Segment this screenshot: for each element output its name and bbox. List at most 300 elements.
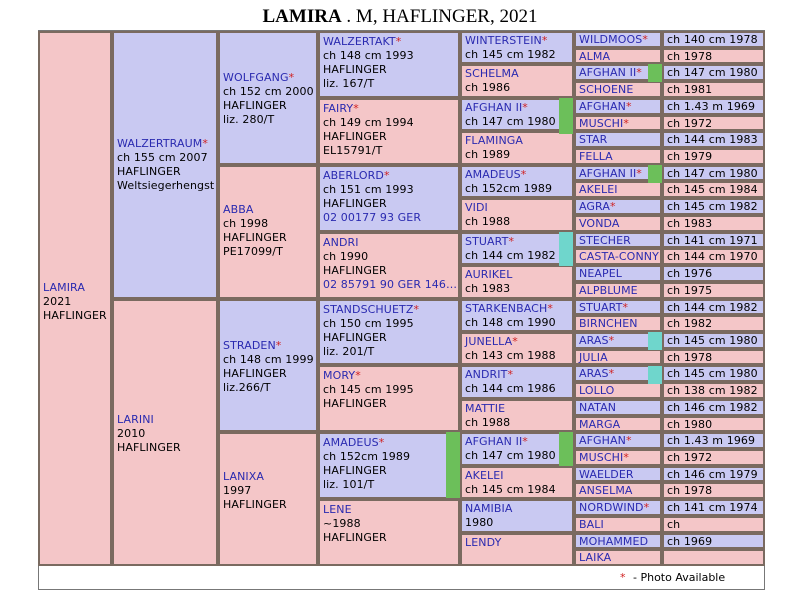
pedigree-box-g5-3[interactable] [460, 131, 574, 165]
inbreeding-marker [648, 332, 662, 350]
horse-name[interactable] [579, 167, 642, 180]
photo-star-icon: * [608, 334, 615, 347]
photo-star-icon: * [636, 167, 642, 180]
horse-detail: ch 144 cm 1983 [667, 133, 758, 146]
horse-name-text[interactable]: AFGHAN [579, 100, 627, 113]
inbreeding-marker [446, 432, 460, 498]
horse-name-text[interactable]: WINTERSTEIN [465, 34, 542, 47]
pedigree-name-g6-6[interactable] [574, 131, 662, 148]
pedigree-info-g6-17 [662, 315, 765, 332]
pedigree-name-g6-22[interactable] [574, 399, 662, 416]
horse-name-text[interactable]: SCHELMA [465, 67, 519, 80]
pedigree-box-g3-3[interactable] [218, 432, 318, 566]
pedigree-name-g6-1[interactable] [574, 48, 662, 64]
pedigree-name-g6-11[interactable] [574, 215, 662, 232]
horse-name-text[interactable]: AKELEI [465, 469, 504, 482]
horse-name[interactable] [579, 150, 613, 163]
pedigree-info-g6-4 [662, 98, 765, 115]
horse-detail: 1997 [223, 484, 252, 497]
horse-name[interactable] [465, 235, 569, 249]
horse-detail: ch [667, 518, 681, 531]
horse-detail: HAFLINGER [323, 197, 387, 210]
pedigree-box-g4-7[interactable] [318, 499, 460, 566]
horse-detail: HAFLINGER [223, 367, 287, 380]
horse-name[interactable] [323, 503, 455, 517]
horse-detail: ch 152 cm 2000 [223, 85, 314, 98]
horse-name[interactable] [465, 34, 569, 48]
pedigree-info-g6-1 [662, 48, 765, 64]
horse-detail: ch 1982 [667, 317, 713, 330]
horse-detail: ch 1983 [667, 217, 713, 230]
horse-detail: ch 150 cm 1995 [323, 317, 414, 330]
pedigree-name-g6-19[interactable] [574, 349, 662, 365]
pedigree-name-g6-24[interactable] [574, 432, 662, 449]
horse-name-text[interactable]: AMADEUS [323, 436, 379, 449]
horse-detail: ch 1975 [667, 284, 713, 297]
pedigree-box-g5-1[interactable] [460, 64, 574, 98]
horse-name-text[interactable]: AFGHAN II [579, 167, 637, 180]
horse-name[interactable] [579, 551, 611, 564]
horse-detail: 2010 [117, 427, 146, 440]
horse-name[interactable] [465, 134, 569, 148]
horse-name-text[interactable]: NEAPEL [579, 267, 623, 280]
horse-name[interactable] [579, 250, 659, 263]
pedigree-name-g6-5[interactable] [574, 115, 662, 131]
horse-detail: HAFLINGER [223, 231, 287, 244]
pedigree-info-g6-24 [662, 432, 765, 449]
pedigree-name-g6-12[interactable] [574, 232, 662, 248]
horse-name-text[interactable]: ANDRI [323, 236, 359, 249]
horse-detail: ch 1986 [465, 81, 511, 94]
horse-name[interactable] [223, 71, 313, 85]
horse-detail: HAFLINGER [323, 397, 387, 410]
horse-detail: ch 145 cm 1984 [667, 183, 758, 196]
horse-name[interactable] [579, 384, 614, 397]
horse-detail: HAFLINGER [117, 441, 181, 454]
horse-name[interactable] [579, 401, 616, 414]
horse-detail: PE17099/T [223, 245, 283, 258]
horse-name-text[interactable]: STUART [465, 235, 509, 248]
horse-detail: HAFLINGER [323, 63, 387, 76]
horse-name[interactable] [465, 469, 569, 483]
horse-detail: HAFLINGER [323, 531, 387, 544]
horse-detail: ch 143 cm 1988 [465, 349, 556, 362]
horse-name-text[interactable]: NAMIBIA [465, 502, 513, 515]
pedigree-name-g6-0[interactable] [574, 31, 662, 48]
horse-name[interactable] [579, 217, 620, 230]
pedigree-name-g6-27[interactable] [574, 482, 662, 499]
photo-star-icon: * [522, 435, 528, 448]
pedigree-box-g5-15[interactable] [460, 533, 574, 566]
inbreeding-marker [559, 98, 573, 134]
legend-star: * [620, 571, 626, 584]
pedigree-info-g6-0 [662, 31, 765, 48]
horse-detail: ch 1978 [667, 50, 713, 63]
horse-name[interactable] [579, 351, 608, 364]
photo-star-icon: * [623, 451, 629, 464]
horse-name[interactable] [465, 201, 569, 215]
horse-detail: ~1988 [323, 517, 361, 530]
photo-star-icon: * [202, 137, 208, 150]
pedigree-name-g6-7[interactable] [574, 148, 662, 165]
horse-name-text[interactable]: LARINI [117, 413, 154, 426]
pedigree-info-g6-23 [662, 416, 765, 432]
pedigree-box-g3-0[interactable] [218, 31, 318, 165]
horse-name[interactable] [465, 268, 569, 282]
pedigree-info-g6-15 [662, 282, 765, 299]
horse-name-text[interactable]: LENDY [465, 536, 502, 549]
horse-name[interactable] [465, 168, 569, 182]
pedigree-name-g6-16[interactable] [574, 299, 662, 315]
horse-name-text[interactable]: AFGHAN II [465, 101, 523, 114]
horse-detail: ch 146 cm 1982 [667, 401, 758, 414]
photo-star-icon: * [288, 71, 295, 84]
registration-link[interactable]: 02 00177 93 GER [323, 211, 422, 224]
horse-name-text[interactable]: MATTIE [465, 402, 506, 415]
horse-name[interactable] [579, 33, 648, 46]
horse-detail: ch 145 cm 1982 [667, 200, 758, 213]
horse-name-text[interactable]: MOHAMMED [579, 535, 649, 548]
pedigree-box-g4-3[interactable] [318, 232, 460, 299]
horse-name[interactable] [323, 35, 455, 49]
horse-detail: ch 1978 [667, 484, 713, 497]
pedigree-info-g6-6 [662, 131, 765, 148]
horse-name[interactable] [579, 501, 649, 514]
horse-name[interactable] [579, 434, 632, 447]
horse-name[interactable] [43, 281, 107, 295]
pedigree-info-g6-22 [662, 399, 765, 416]
pedigree-box-g2-1[interactable] [112, 299, 218, 566]
horse-name-text[interactable]: MUSCHI [579, 451, 624, 464]
horse-name[interactable] [579, 284, 638, 297]
horse-name[interactable] [579, 83, 633, 96]
pedigree-box-g2-0[interactable] [112, 31, 218, 299]
pedigree-box-g5-6[interactable] [460, 232, 574, 265]
horse-detail: ch 151 cm 1993 [323, 183, 414, 196]
horse-detail: ch 1978 [667, 351, 713, 364]
horse-detail: ch 1.43 m 1969 [667, 434, 756, 447]
horse-name-text[interactable]: SCHOENE [579, 83, 634, 96]
photo-star-icon: * [626, 100, 632, 113]
horse-name[interactable] [579, 117, 629, 130]
horse-name[interactable] [465, 536, 569, 550]
pedigree-box-g5-11[interactable] [460, 399, 574, 432]
horse-name-text[interactable]: ARAS [579, 367, 609, 380]
horse-detail: ch 149 cm 1994 [323, 116, 414, 129]
inbreeding-marker [559, 432, 573, 466]
pedigree-box-g5-14[interactable] [460, 499, 574, 533]
horse-name-text[interactable]: STECHER [579, 234, 631, 247]
horse-name[interactable] [465, 368, 569, 382]
pedigree-info-g6-29 [662, 516, 765, 533]
photo-star-icon: * [622, 301, 629, 314]
horse-name-text[interactable]: ANDRIT [465, 368, 508, 381]
horse-name[interactable] [323, 169, 455, 183]
pedigree-name-g6-23[interactable] [574, 416, 662, 432]
pedigree-info-g6-31 [662, 549, 765, 566]
horse-name[interactable] [323, 102, 455, 116]
pedigree-info-g6-30 [662, 533, 765, 549]
pedigree-info-g6-3 [662, 81, 765, 98]
horse-name-text[interactable]: BIRNCHEN [579, 317, 638, 330]
horse-name[interactable] [465, 435, 569, 449]
pedigree-box-g5-7[interactable] [460, 265, 574, 299]
horse-name-text[interactable]: LOLLO [579, 384, 615, 397]
photo-star-icon: * [541, 34, 548, 47]
registration-link[interactable]: 02 85791 90 GER 146… [323, 278, 458, 291]
horse-name-text[interactable]: AKELEI [579, 183, 618, 196]
horse-detail: ch 148 cm 1993 [323, 49, 414, 62]
horse-detail: liz. 101/T [323, 478, 375, 491]
pedigree-name-g6-14[interactable] [574, 265, 662, 282]
horse-name-text[interactable]: VONDA [579, 217, 620, 230]
horse-detail: liz. 201/T [323, 345, 375, 358]
pedigree-name-g6-13[interactable] [574, 248, 662, 265]
pedigree-box-g4-0[interactable] [318, 31, 460, 98]
horse-name[interactable] [465, 67, 569, 81]
pedigree-name-g6-31[interactable] [574, 549, 662, 566]
horse-name-text[interactable]: AMADEUS [465, 168, 521, 181]
horse-name[interactable] [117, 413, 213, 427]
horse-name[interactable] [579, 66, 642, 79]
horse-detail: ch 155 cm 2007 [117, 151, 208, 164]
inbreeding-marker [648, 366, 662, 384]
pedigree-box-g5-13[interactable] [460, 466, 574, 499]
pedigree-box-g5-2[interactable] [460, 98, 574, 131]
horse-name-text[interactable]: STUART [579, 301, 623, 314]
horse-name[interactable] [117, 137, 213, 151]
horse-detail: HAFLINGER [43, 309, 107, 322]
horse-name-text[interactable]: ANSELMA [579, 484, 633, 497]
photo-star-icon: * [353, 102, 359, 115]
horse-name[interactable] [579, 301, 628, 314]
pedigree-box-g3-2[interactable] [218, 299, 318, 432]
horse-name-text[interactable]: ALMA [579, 50, 611, 63]
horse-detail: ch 1989 [465, 148, 511, 161]
horse-detail: ch 1990 [323, 250, 369, 263]
horse-name-text[interactable]: LENE [323, 503, 352, 516]
horse-detail: ch 1.43 m 1969 [667, 100, 756, 113]
photo-star-icon: * [626, 434, 632, 447]
pedigree-box-g1-0[interactable] [38, 31, 112, 566]
pedigree-info-g6-16 [662, 299, 765, 315]
horse-name[interactable] [323, 436, 455, 450]
horse-detail: ch 145 cm 1980 [667, 334, 758, 347]
pedigree-info-g6-25 [662, 449, 765, 466]
horse-name-text[interactable]: ALPBLUME [579, 284, 638, 297]
pedigree-info-g6-10 [662, 198, 765, 215]
horse-name-text[interactable]: AFGHAN [579, 434, 627, 447]
horse-name-text[interactable]: WALZERTRAUM [117, 137, 203, 150]
pedigree-box-g4-2[interactable] [318, 165, 460, 232]
horse-name[interactable] [323, 303, 455, 317]
horse-name-text[interactable]: STRADEN [223, 339, 276, 352]
pedigree-box-g4-6[interactable] [318, 432, 460, 499]
horse-name-text[interactable]: VIDI [465, 201, 488, 214]
horse-name-text[interactable]: FELLA [579, 150, 613, 163]
horse-name-text[interactable]: CASTA-CONNY [579, 250, 659, 263]
horse-name-text[interactable]: MORY [323, 369, 356, 382]
horse-detail: ch 152cm 1989 [465, 182, 553, 195]
horse-name-text[interactable]: AFGHAN II [465, 435, 523, 448]
horse-name-text[interactable]: STANDSCHUETZ [323, 303, 414, 316]
horse-name-text[interactable]: LAIKA [579, 551, 612, 564]
pedigree-info-g6-19 [662, 349, 765, 365]
horse-name[interactable] [579, 468, 634, 481]
pedigree-name-g6-25[interactable] [574, 449, 662, 466]
photo-star-icon: * [522, 101, 528, 114]
horse-name[interactable] [579, 183, 618, 196]
pedigree-name-g6-28[interactable] [574, 499, 662, 516]
pedigree-name-g6-30[interactable] [574, 533, 662, 549]
photo-star-icon: * [355, 369, 361, 382]
photo-star-icon: * [520, 168, 527, 181]
horse-name-text[interactable]: WOLFGANG [223, 71, 289, 84]
horse-name[interactable] [465, 101, 569, 115]
pedigree-name-g6-4[interactable] [574, 98, 662, 115]
pedigree-box-g5-8[interactable] [460, 299, 574, 332]
horse-detail: ch 1988 [465, 215, 511, 228]
pedigree-name-g6-9[interactable] [574, 181, 662, 198]
horse-name[interactable] [223, 470, 313, 484]
pedigree-box-g4-4[interactable] [318, 299, 460, 365]
horse-name-text[interactable]: ABBA [223, 203, 254, 216]
photo-star-icon: * [643, 501, 650, 514]
horse-name[interactable] [223, 203, 313, 217]
horse-name-text[interactable]: STARKENBACH [465, 302, 548, 315]
pedigree-info-g6-12 [662, 232, 765, 248]
horse-detail: HAFLINGER [323, 264, 387, 277]
horse-name[interactable] [579, 535, 648, 548]
horse-name-text[interactable]: FLAMINGA [465, 134, 524, 147]
horse-name-text[interactable]: JULIA [579, 351, 608, 364]
horse-name-text[interactable]: STAR [579, 133, 608, 146]
horse-detail: HAFLINGER [323, 331, 387, 344]
photo-star-icon: * [413, 303, 420, 316]
pedigree-info-g6-7 [662, 148, 765, 165]
horse-name-text[interactable]: FAIRY [323, 102, 354, 115]
horse-detail: ch 146 cm 1979 [667, 468, 758, 481]
pedigree-info-g6-9 [662, 181, 765, 198]
photo-star-icon: * [508, 235, 515, 248]
horse-name[interactable] [579, 234, 631, 247]
legend-text: - Photo Available [629, 571, 726, 584]
pedigree-name-g6-10[interactable] [574, 198, 662, 215]
horse-detail: ch 145 cm 1980 [667, 367, 758, 380]
horse-name[interactable] [579, 200, 616, 213]
pedigree-box-g3-1[interactable] [218, 165, 318, 299]
horse-name-text[interactable]: JUNELLA [465, 335, 513, 348]
pedigree-name-g6-26[interactable] [574, 466, 662, 482]
pedigree-info-g6-8 [662, 165, 765, 181]
horse-name-text[interactable]: ABERLORD [323, 169, 384, 182]
horse-name[interactable] [323, 369, 455, 383]
horse-name-text[interactable]: LAMIRA [43, 281, 85, 294]
horse-name[interactable] [465, 402, 569, 416]
horse-name[interactable] [223, 339, 313, 353]
horse-detail: ch 141 cm 1974 [667, 501, 758, 514]
pedigree-box-g5-5[interactable] [460, 198, 574, 232]
photo-star-icon: * [636, 66, 642, 79]
horse-name[interactable] [579, 267, 622, 280]
horse-name-text[interactable]: AGRA [579, 200, 610, 213]
horse-name[interactable] [465, 335, 569, 349]
horse-detail: ch 145 cm 1982 [465, 48, 556, 61]
horse-detail: liz. 280/T [223, 113, 275, 126]
horse-name-text[interactable]: AFGHAN II [579, 66, 637, 79]
horse-name-text[interactable]: AURIKEL [465, 268, 513, 281]
horse-name-text[interactable]: NORDWIND [579, 501, 644, 514]
pedigree-info-g6-5 [662, 115, 765, 131]
horse-name[interactable] [579, 317, 638, 330]
horse-detail: ch 145 cm 1984 [465, 483, 556, 496]
horse-name[interactable] [579, 518, 604, 531]
horse-name-text[interactable]: NATAN [579, 401, 617, 414]
pedigree-box-g4-5[interactable] [318, 365, 460, 432]
pedigree-box-g5-10[interactable] [460, 365, 574, 399]
horse-name[interactable] [323, 236, 455, 250]
photo-star-icon: * [383, 169, 390, 182]
photo-star-icon: * [275, 339, 282, 352]
pedigree-name-g6-3[interactable] [574, 81, 662, 98]
pedigree-name-g6-15[interactable] [574, 282, 662, 299]
pedigree-box-g5-9[interactable] [460, 332, 574, 365]
inbreeding-marker [559, 232, 573, 266]
horse-name-text[interactable]: MARGA [579, 418, 621, 431]
horse-name-text[interactable]: ARAS [579, 334, 609, 347]
subject-name: LAMIRA [262, 6, 342, 27]
horse-name[interactable] [579, 50, 610, 63]
pedigree-box-g5-12[interactable] [460, 432, 574, 466]
horse-name[interactable] [465, 502, 569, 516]
horse-name-text[interactable]: BALI [579, 518, 604, 531]
inbreeding-marker [648, 64, 662, 82]
horse-detail: ch 147 cm 1980 [465, 115, 556, 128]
horse-name-text[interactable]: WAELDER [579, 468, 634, 481]
pedigree-box-g5-4[interactable] [460, 165, 574, 198]
horse-detail: ch 147 cm 1980 [667, 167, 758, 180]
horse-name[interactable] [579, 418, 620, 431]
horse-name[interactable] [579, 484, 633, 497]
horse-name-text[interactable]: MUSCHI [579, 117, 624, 130]
horse-detail: HAFLINGER [223, 498, 287, 511]
horse-detail: Weltsiegerhengst [117, 179, 215, 192]
photo-star-icon: * [623, 117, 629, 130]
horse-detail: ch 147 cm 1980 [465, 449, 556, 462]
pedigree-name-g6-29[interactable] [574, 516, 662, 533]
horse-detail: ch 144 cm 1986 [465, 382, 556, 395]
horse-name-text[interactable]: WILDMOOS [579, 33, 643, 46]
horse-name[interactable] [579, 100, 632, 113]
horse-name[interactable] [465, 302, 569, 316]
horse-name[interactable] [579, 334, 614, 347]
horse-name-text[interactable]: WALZERTAKT [323, 35, 396, 48]
horse-name-text[interactable]: LANIXA [223, 470, 265, 483]
horse-detail: HAFLINGER [323, 464, 387, 477]
horse-name[interactable] [579, 133, 607, 146]
horse-detail: ch 144 cm 1982 [667, 301, 758, 314]
pedigree-name-g6-21[interactable] [574, 382, 662, 399]
horse-detail: ch 145 cm 1995 [323, 383, 414, 396]
horse-name[interactable] [579, 451, 629, 464]
pedigree-box-g4-1[interactable] [318, 98, 460, 165]
horse-name[interactable] [579, 367, 614, 380]
horse-detail: ch 1972 [667, 451, 713, 464]
pedigree-box-g5-0[interactable] [460, 31, 574, 64]
horse-detail: 1980 [465, 516, 494, 529]
photo-star-icon: * [395, 35, 402, 48]
pedigree-name-g6-17[interactable] [574, 315, 662, 332]
